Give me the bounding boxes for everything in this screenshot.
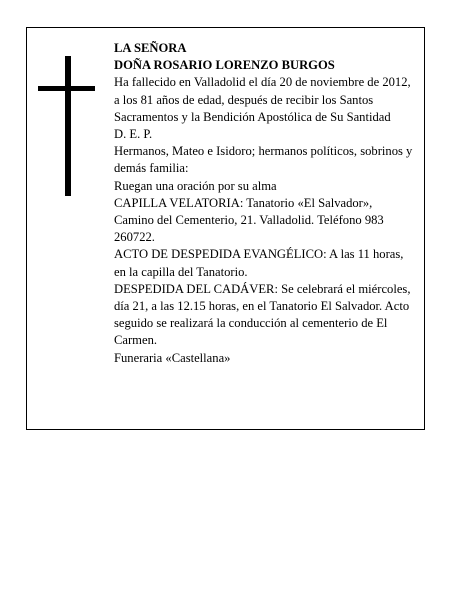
farewell-act-info: ACTO DE DESPEDIDA EVANGÉLICO: A las 11 horas, en la capilla del Tanatorio.: [114, 247, 404, 279]
chapel-info: CAPILLA VELATORIA: Tanatorio «El Salvador», Camino del Cementerio, 21. Valladolid. Teléfono 983 260722.: [114, 195, 384, 245]
obituary-notice: [26, 27, 425, 430]
notice-body: [114, 40, 414, 367]
death-announcement: Ha fallecido en Valladolid el día 20 de noviembre de 2012, a los 81 años de edad, después de recibir los Santos Sacramentos y la Bendición Apostólica de Su Santidad: [114, 75, 411, 124]
prayer-request: Ruegan una oración por su alma: [114, 178, 277, 193]
cross-horizontal-bar: [38, 86, 95, 91]
funeral-home: Funeraria «Castellana»: [114, 350, 231, 365]
burial-info: DESPEDIDA DEL CADÁVER: Se celebrará el miércoles, día 21, a las 12.15 horas, en el Tanatorio El Salvador. Acto seguido se realizará la conducción al cementerio de El Carmen.: [114, 281, 411, 348]
rip-text: D. E. P.: [114, 127, 153, 142]
notice-title: LA SEÑORA: [114, 41, 187, 55]
family-list: Hermanos, Mateo e Isidoro; hermanos políticos, sobrinos y demás familia:: [114, 144, 413, 176]
cross-vertical-bar: [65, 56, 71, 196]
deceased-name: DOÑA ROSARIO LORENZO BURGOS: [114, 58, 335, 73]
